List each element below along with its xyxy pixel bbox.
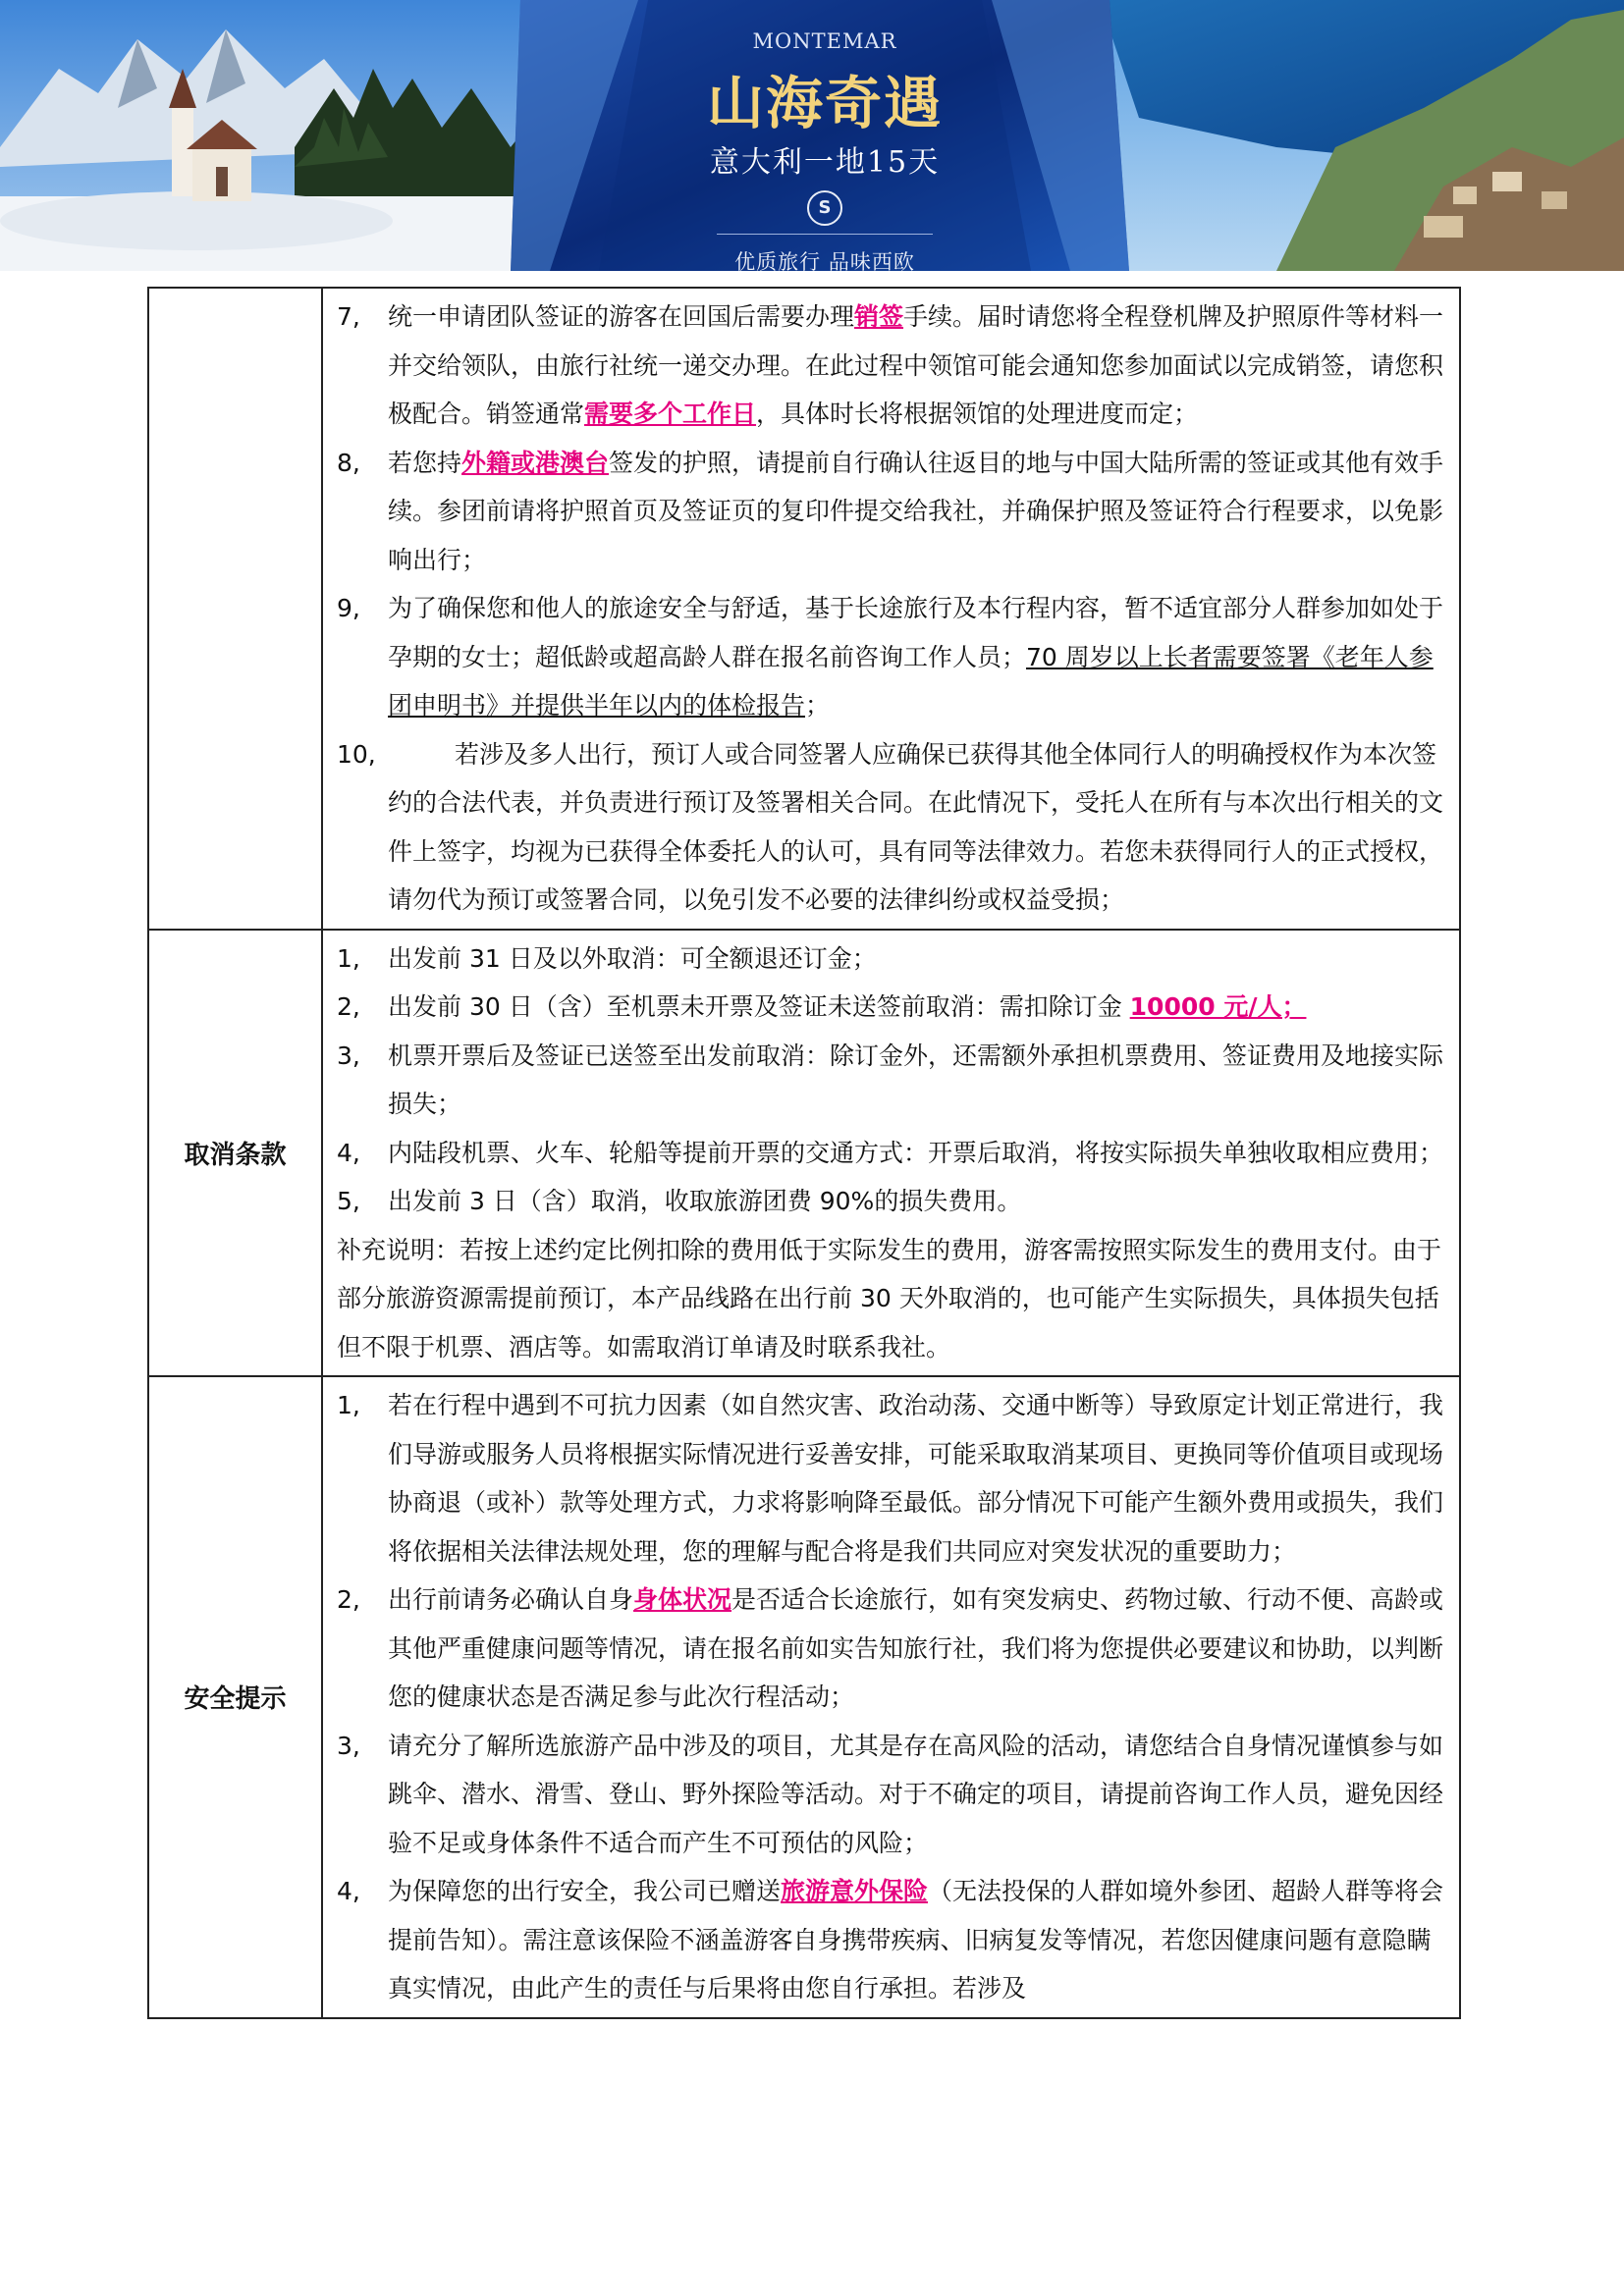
highlight-text: 需要多个工作日 [584, 400, 757, 428]
item-number: 2, [337, 992, 360, 1021]
highlight-text: 10000 元/人； [1129, 992, 1307, 1021]
cancel-note: 补充说明：若按上述约定比例扣除的费用低于实际发生的费用，游客需按照实际发生的费用支付。由于部分旅游资源需提前预订，本产品线路在出行前 30 天外取消的，也可能产生实际损失，具体损失包括但不限于机票、酒店等。如需取消订单请及时联系我社。 [337, 1235, 1442, 1362]
visa-content [322, 288, 1460, 930]
safety-item [337, 1722, 1445, 1868]
safety-content [322, 1376, 1460, 2018]
item-number: 4, [337, 1138, 360, 1167]
item-text: 机票开票后及签证已送签至出发前取消：除订金外，还需额外承担机票费用、签证费用及地接实际损失； [388, 1041, 1444, 1118]
item-text: 请充分了解所选旅游产品中涉及的项目，尤其是存在高风险的活动，请您结合自身情况谨慎参与如跳伞、潜水、滑雪、登山、野外探险等活动。对于不确定的项目，请提前咨询工作人员，避免因经验不足或身体条件不适合而产生不可预估的风险； [388, 1731, 1444, 1857]
item-number: 5, [337, 1187, 360, 1215]
item-text: 内陆段机票、火车、轮船等提前开票的交通方式：开票后取消，将按实际损失单独收取相应费用； [388, 1138, 1444, 1167]
item-text: 若涉及多人出行，预订人或合同签署人应确保已获得其他全体同行人的明确授权作为本次签约的合法代表，并负责进行预订及签署相关合同。在此情况下，受托人在所有与本次出行相关的文件上签字，均视为已获得全体委托人的认可，具有同等法律效力。若您未获得同行人的正式授权，请勿代为预订或签署合同，以免引发不必要的法律纠纷或权益受损； [388, 739, 1444, 914]
terms-document [147, 287, 1461, 2019]
brand-logo-icon: S [807, 190, 842, 226]
cancel-item [337, 1129, 1445, 1178]
cancel-item [337, 1177, 1445, 1226]
visa-item [337, 293, 1445, 439]
item-text: 为保障您的出行安全，我公司已赠送 [388, 1877, 782, 1905]
item-text: ，具体时长将根据领馆的处理进度而定； [756, 400, 1199, 428]
banner-divider [717, 234, 933, 235]
cancel-item [337, 934, 1445, 984]
highlight-text: 旅游意外保险 [781, 1877, 929, 1905]
cancel-row [148, 930, 1460, 1377]
item-number: 1, [337, 1391, 360, 1419]
safety-item [337, 1381, 1445, 1575]
item-number: 3, [337, 1731, 360, 1760]
item-number: 10, [337, 739, 376, 769]
item-text: 统一申请团队签证的游客在回国后需要办理 [388, 302, 855, 331]
item-number: 7, [337, 302, 360, 331]
cancel-item [337, 1032, 1445, 1129]
item-text: 出发前 3 日（含）取消，收取旅游团费 90%的损失费用。 [388, 1187, 1022, 1215]
terms-table [147, 287, 1461, 2019]
visa-item [337, 439, 1445, 585]
banner-slogan: 优质旅行 品味西欧 [734, 250, 915, 271]
cancel-item [337, 983, 1445, 1032]
item-number: 1, [337, 943, 360, 973]
item-text: （无法投保的人群如境外参团、超龄人群等将会提前告知）。需注意该保险不涵盖游客自身携带疾病、旧病复发等情况，若您因健康问题有意隐瞒真实情况，由此产生的责任与后果将由您自行承担。若涉及 [388, 1877, 1444, 2002]
item-text: 出行前请务必确认自身 [388, 1585, 634, 1614]
safety-item [337, 1867, 1445, 2013]
item-text: ； [805, 691, 831, 720]
header-banner [0, 0, 1624, 271]
visa-label-cell [148, 288, 322, 930]
cancel-items [337, 934, 1445, 1226]
item-number: 4, [337, 1877, 360, 1905]
highlight-text: 外籍或港澳台 [461, 448, 610, 477]
highlight-text: 身体状况 [633, 1585, 732, 1614]
brand-english-name: MONTEMAR [752, 29, 897, 53]
item-text: 出发前 30 日（含）至机票未开票及签证未送签前取消：需扣除订金 [388, 992, 1130, 1021]
item-text: 为了确保您和他人的旅途安全与舒适，基于长途旅行及本行程内容，暂不适宜部分人群参加如处于孕期的女士；超低龄或超高龄人群在报名前咨询工作人员； [388, 594, 1444, 671]
item-number: 8, [337, 448, 360, 477]
item-number: 2, [337, 1585, 360, 1614]
item-number: 3, [337, 1041, 360, 1070]
item-text: 签发的护照，请提前自行确认往返目的地与中国大陆所需的签证或其他有效手续。参团前请将护照首页及签证页的复印件提交给我社，并确保护照及签证符合行程要求，以免影响出行； [388, 448, 1444, 574]
item-text: 手续。届时请您将全程登机牌及护照原件等材料一并交给领队，由旅行社统一递交办理。在此过程中领馆可能会通知您参加面试以完成销签，请您积极配合。销签通常 [388, 302, 1444, 428]
cancel-content [322, 930, 1460, 1377]
banner-subtitle: 意大利一地15天 [709, 145, 941, 180]
visa-item [337, 730, 1445, 925]
item-text: 是否适合长途旅行，如有突发病史、药物过敏、行动不便、高龄或其他严重健康问题等情况，请在报名前如实告知旅行社，我们将为您提供必要建议和协助，以判断您的健康状态是否满足参与此次行程活动； [388, 1585, 1444, 1711]
banner-title: 山海奇遇 [706, 70, 943, 136]
visa-item [337, 584, 1445, 730]
safety-row [148, 1376, 1460, 2018]
item-text: 若您持 [388, 448, 462, 477]
visa-row [148, 288, 1460, 930]
underlined-text: 70 周岁以上长者需要签署《老年人参团申明书》并提供半年以内的体检报告 [388, 642, 1434, 720]
banner-brand [677, 29, 972, 271]
item-number: 9, [337, 594, 360, 622]
safety-item [337, 1575, 1445, 1722]
safety-label: 安全提示 [148, 1376, 322, 2018]
cancel-label: 取消条款 [148, 930, 322, 1377]
highlight-text: 销签 [854, 302, 904, 331]
item-text: 若在行程中遇到不可抗力因素（如自然灾害、政治动荡、交通中断等）导致原定计划正常进行，我们导游或服务人员将根据实际情况进行妥善安排，可能采取取消某项目、更换同等价值项目或现场协商退（或补）款等处理方式，力求将影响降至最低。部分情况下可能产生额外费用或损失，我们将依据相关法律法规处理，您的理解与配合将是我们共同应对突发状况的重要助力； [388, 1391, 1444, 1566]
item-text: 出发前 31 日及以外取消：可全额退还订金； [388, 943, 877, 973]
